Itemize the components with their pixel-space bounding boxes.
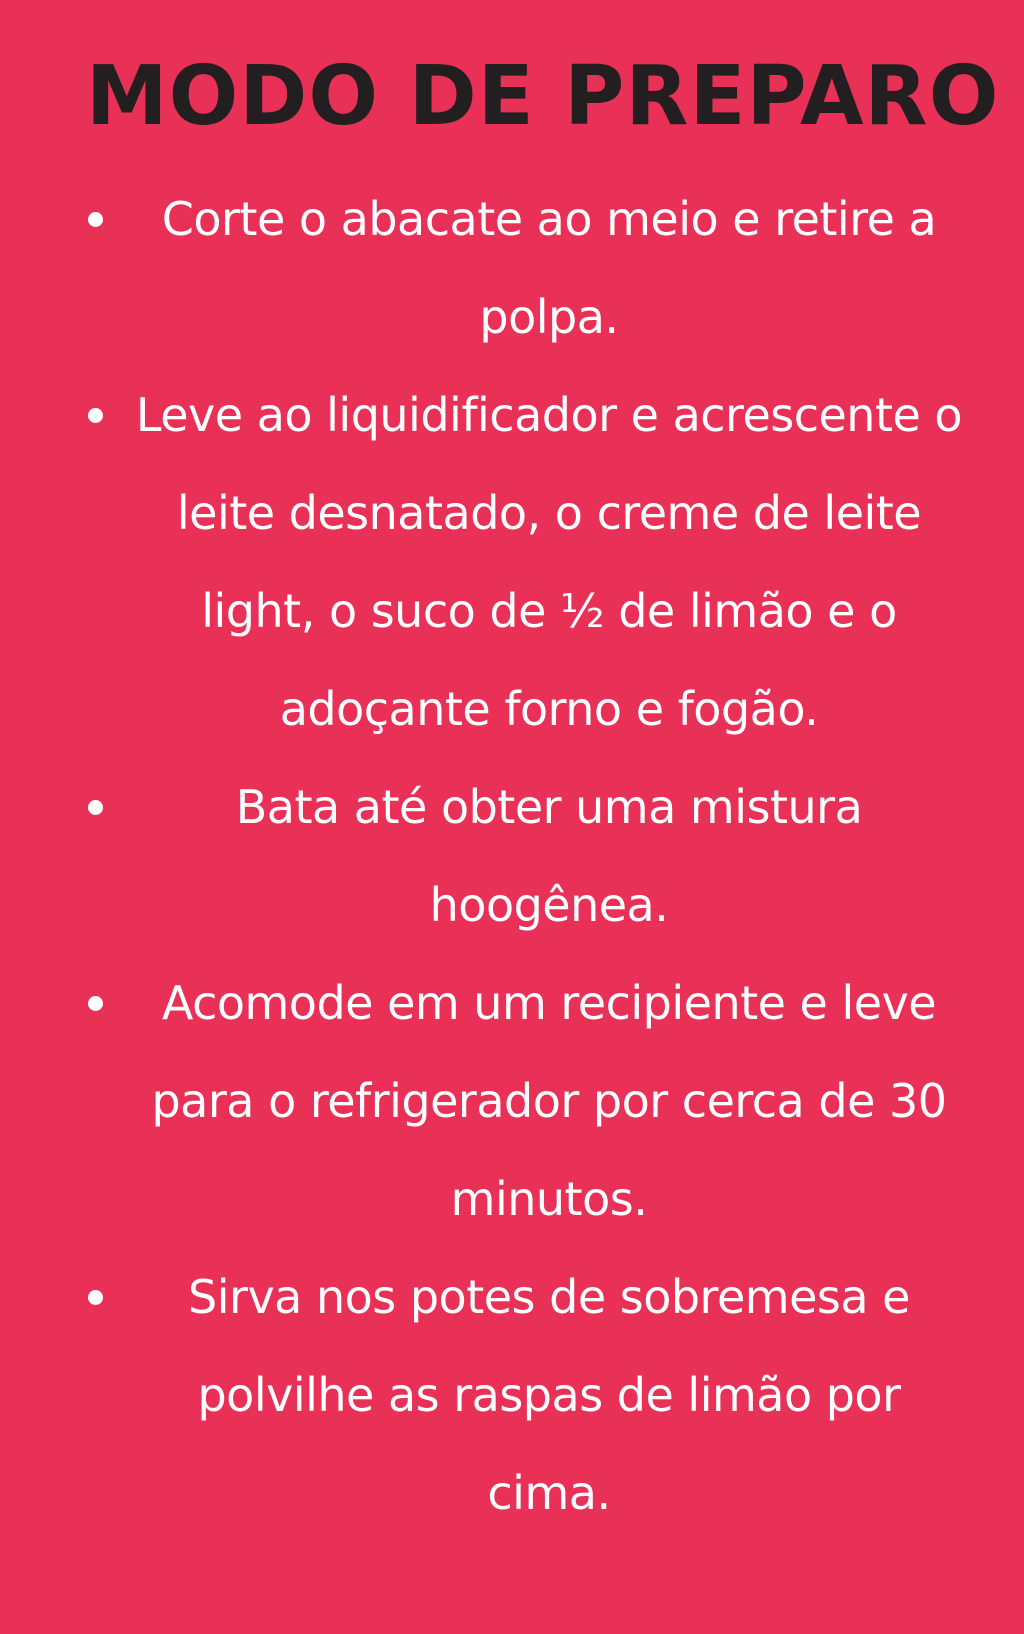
bullet-dot-icon — [88, 800, 103, 815]
page-title: MODO DE PREPARO — [86, 49, 1000, 144]
list-item-step-2 — [0, 366, 964, 758]
bullet-dot-icon — [88, 212, 103, 227]
list-item-step-4 — [0, 954, 964, 1248]
step-text: Acomode em um recipiente e leve para o refrigerador por cerca de 30 minutos. — [151, 976, 947, 1226]
bullet-dot-icon — [88, 1290, 103, 1305]
step-text: Leve ao liquidificador e acrescente o leite desnatado, o creme de leite light, o suco de ½ de limão e o adoçante forno e fogão. — [135, 388, 963, 736]
bullet-dot-icon — [88, 408, 103, 423]
step-text: Sirva nos potes de sobremesa e polvilhe as raspas de limão por cima. — [188, 1270, 910, 1520]
step-text: Corte o abacate ao meio e retire a polpa. — [161, 192, 937, 344]
bullet-dot-icon — [88, 996, 103, 1011]
step-text: Bata até obter uma mistura hoogênea. — [235, 780, 863, 932]
list-item-step-3 — [0, 758, 964, 954]
preparation-steps-list — [0, 170, 1024, 1542]
list-item-step-5 — [0, 1248, 964, 1542]
list-item-step-1 — [0, 170, 964, 366]
